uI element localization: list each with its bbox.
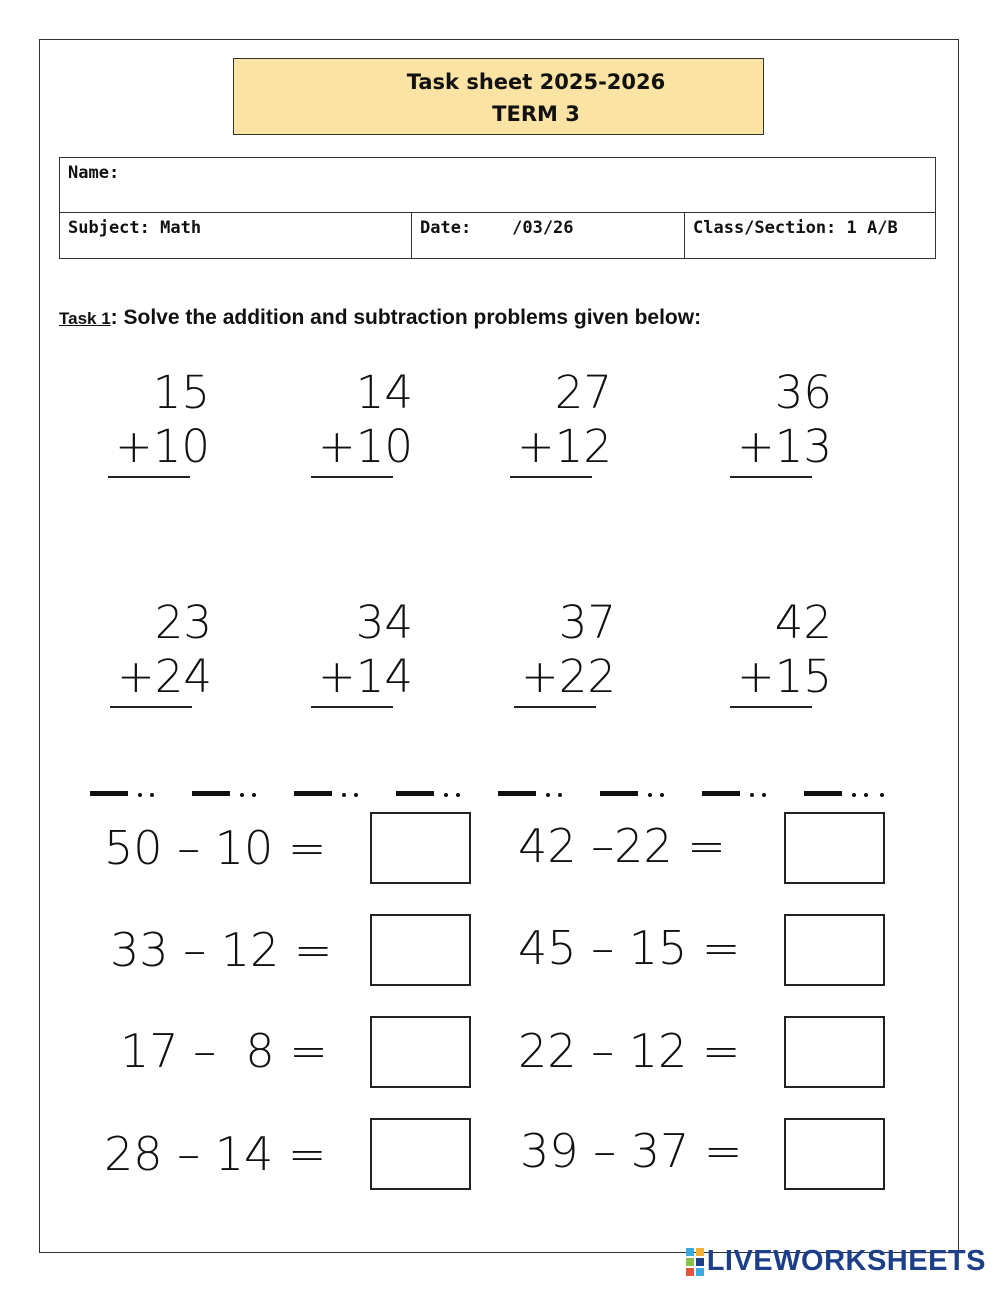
answer-box[interactable]	[370, 1118, 471, 1190]
addition-problem[interactable]	[496, 596, 616, 708]
addition-problem[interactable]	[712, 366, 832, 478]
answer-line	[730, 476, 812, 478]
answer-box[interactable]	[784, 812, 885, 884]
task1-instruction: : Solve the addition and subtraction problems given below:	[110, 306, 702, 329]
answer-box[interactable]	[370, 914, 471, 986]
addend-top: 15	[152, 366, 210, 419]
answer-line	[510, 476, 592, 478]
logo-text: LIVEWORKSHEETS	[706, 1245, 986, 1277]
addition-problem[interactable]	[492, 366, 612, 478]
answer-line	[311, 476, 393, 478]
addend-bottom: +10	[115, 420, 210, 473]
liveworksheets-logo	[685, 1245, 986, 1278]
addend-top: 34	[355, 596, 413, 649]
section-divider	[90, 785, 895, 801]
class-section-cell: Class/Section: 1 A/B	[685, 213, 936, 259]
title-box	[233, 58, 764, 135]
student-info-table	[59, 157, 936, 259]
answer-line	[110, 706, 192, 708]
addition-problem[interactable]	[92, 596, 212, 708]
answer-box[interactable]	[370, 812, 471, 884]
addend-bottom: +12	[517, 420, 612, 473]
addend-bottom: +15	[737, 650, 832, 703]
name-field[interactable]: Name:	[60, 158, 936, 213]
subtraction-expression: 50 – 10 =	[104, 821, 327, 875]
addend-bottom: +10	[318, 420, 413, 473]
addend-bottom: +24	[117, 650, 212, 703]
addend-top: 36	[774, 366, 832, 419]
subject-cell: Subject: Math	[60, 213, 412, 259]
answer-box[interactable]	[784, 914, 885, 986]
subtraction-expression: 33 – 12 =	[110, 923, 333, 977]
title-line1: Task sheet 2025-2026	[406, 70, 666, 94]
subtraction-expression: 22 – 12 =	[518, 1024, 741, 1078]
addend-top: 37	[558, 596, 616, 649]
subtraction-expression: 28 – 14 =	[104, 1127, 327, 1181]
addition-problem[interactable]	[293, 596, 413, 708]
logo-grid-icon	[685, 1247, 707, 1277]
answer-line	[730, 706, 812, 708]
task1-label: Task 1	[59, 309, 111, 328]
addend-top: 23	[154, 596, 212, 649]
addend-bottom: +13	[737, 420, 832, 473]
answer-line	[514, 706, 596, 708]
date-cell[interactable]: Date: /03/26	[412, 213, 685, 259]
addend-top: 42	[774, 596, 832, 649]
answer-box[interactable]	[370, 1016, 471, 1088]
subtraction-expression: 45 – 15 =	[518, 921, 741, 975]
answer-box[interactable]	[784, 1118, 885, 1190]
addition-problem[interactable]	[293, 366, 413, 478]
subtraction-expression: 17 – 8 =	[120, 1024, 328, 1078]
task1-heading	[59, 306, 701, 330]
subtraction-expression: 39 – 37 =	[520, 1124, 743, 1178]
answer-box[interactable]	[784, 1016, 885, 1088]
answer-line	[108, 476, 190, 478]
addition-problem[interactable]	[90, 366, 210, 478]
addition-problem[interactable]	[712, 596, 832, 708]
title-line2: TERM 3	[492, 102, 580, 126]
answer-line	[311, 706, 393, 708]
addend-top: 27	[554, 366, 612, 419]
addend-top: 14	[355, 366, 413, 419]
addend-bottom: +22	[521, 650, 616, 703]
subtraction-expression: 42 –22 =	[518, 819, 726, 873]
addend-bottom: +14	[318, 650, 413, 703]
